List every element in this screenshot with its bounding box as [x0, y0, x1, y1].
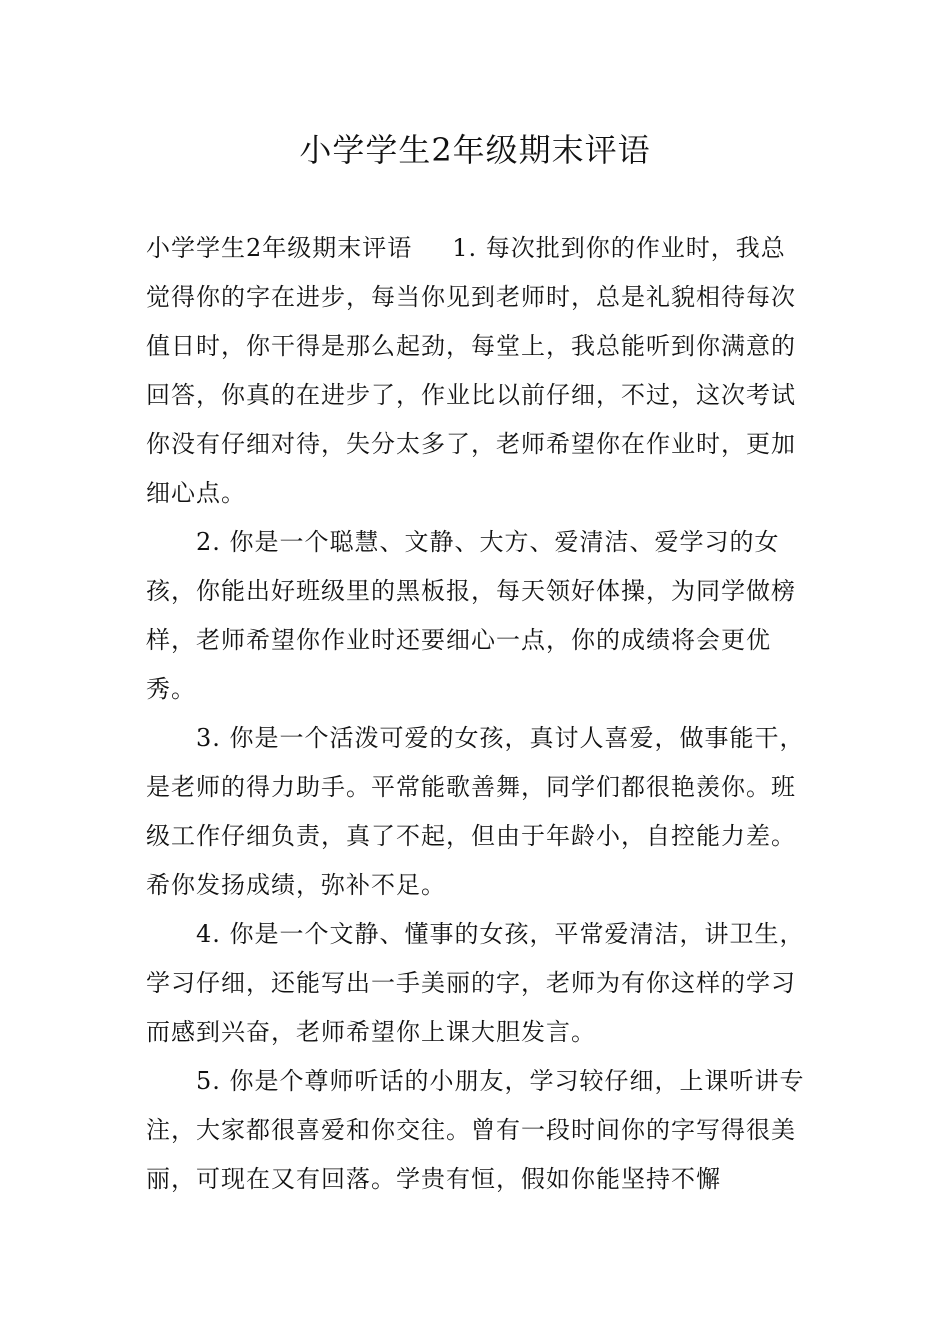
document-title: 小学学生2年级期末评语	[299, 131, 651, 169]
document-body	[146, 224, 810, 1204]
paragraph-text: 1. 每次批到你的作业时，我总觉得你的字在进步，每当你见到老师时，总是礼貌相待每次值日时，你干得是那么起劲，每堂上，我总能听到你满意的回答，你真的在进步了，作业比以前仔细，不过，这次考试你没有仔细对待，失分太多了，老师希望你在作业时，更加细心点。	[146, 234, 796, 507]
paragraph-5: 5. 你是个尊师听话的小朋友，学习较仔细，上课听讲专注，大家都很喜爱和你交往。曾有一段时间你的字写得很美丽，可现在又有回落。学贵有恒，假如你能坚持不懈	[146, 1067, 805, 1193]
paragraph-2: 2. 你是一个聪慧、文静、大方、爱清洁、爱学习的女孩，你能出好班级里的黑板报，每天领好体操，为同学做榜样，老师希望你作业时还要细心一点，你的成绩将会更优秀。	[146, 528, 796, 703]
paragraph-1	[146, 224, 810, 518]
paragraph-lead: 小学学生2年级期末评语	[146, 234, 413, 262]
paragraph-4: 4. 你是一个文静、懂事的女孩，平常爱清洁，讲卫生，学习仔细，还能写出一手美丽的字，老师为有你这样的学习而感到兴奋，老师希望你上课大胆发言。	[146, 920, 805, 1046]
paragraph-3: 3. 你是一个活泼可爱的女孩，真讨人喜爱，做事能干，是老师的得力助手。平常能歌善舞，同学们都很艳羡你。班级工作仔细负责，真了不起，但由于年龄小，自控能力差。希你发扬成绩，弥补不足。	[146, 724, 805, 899]
